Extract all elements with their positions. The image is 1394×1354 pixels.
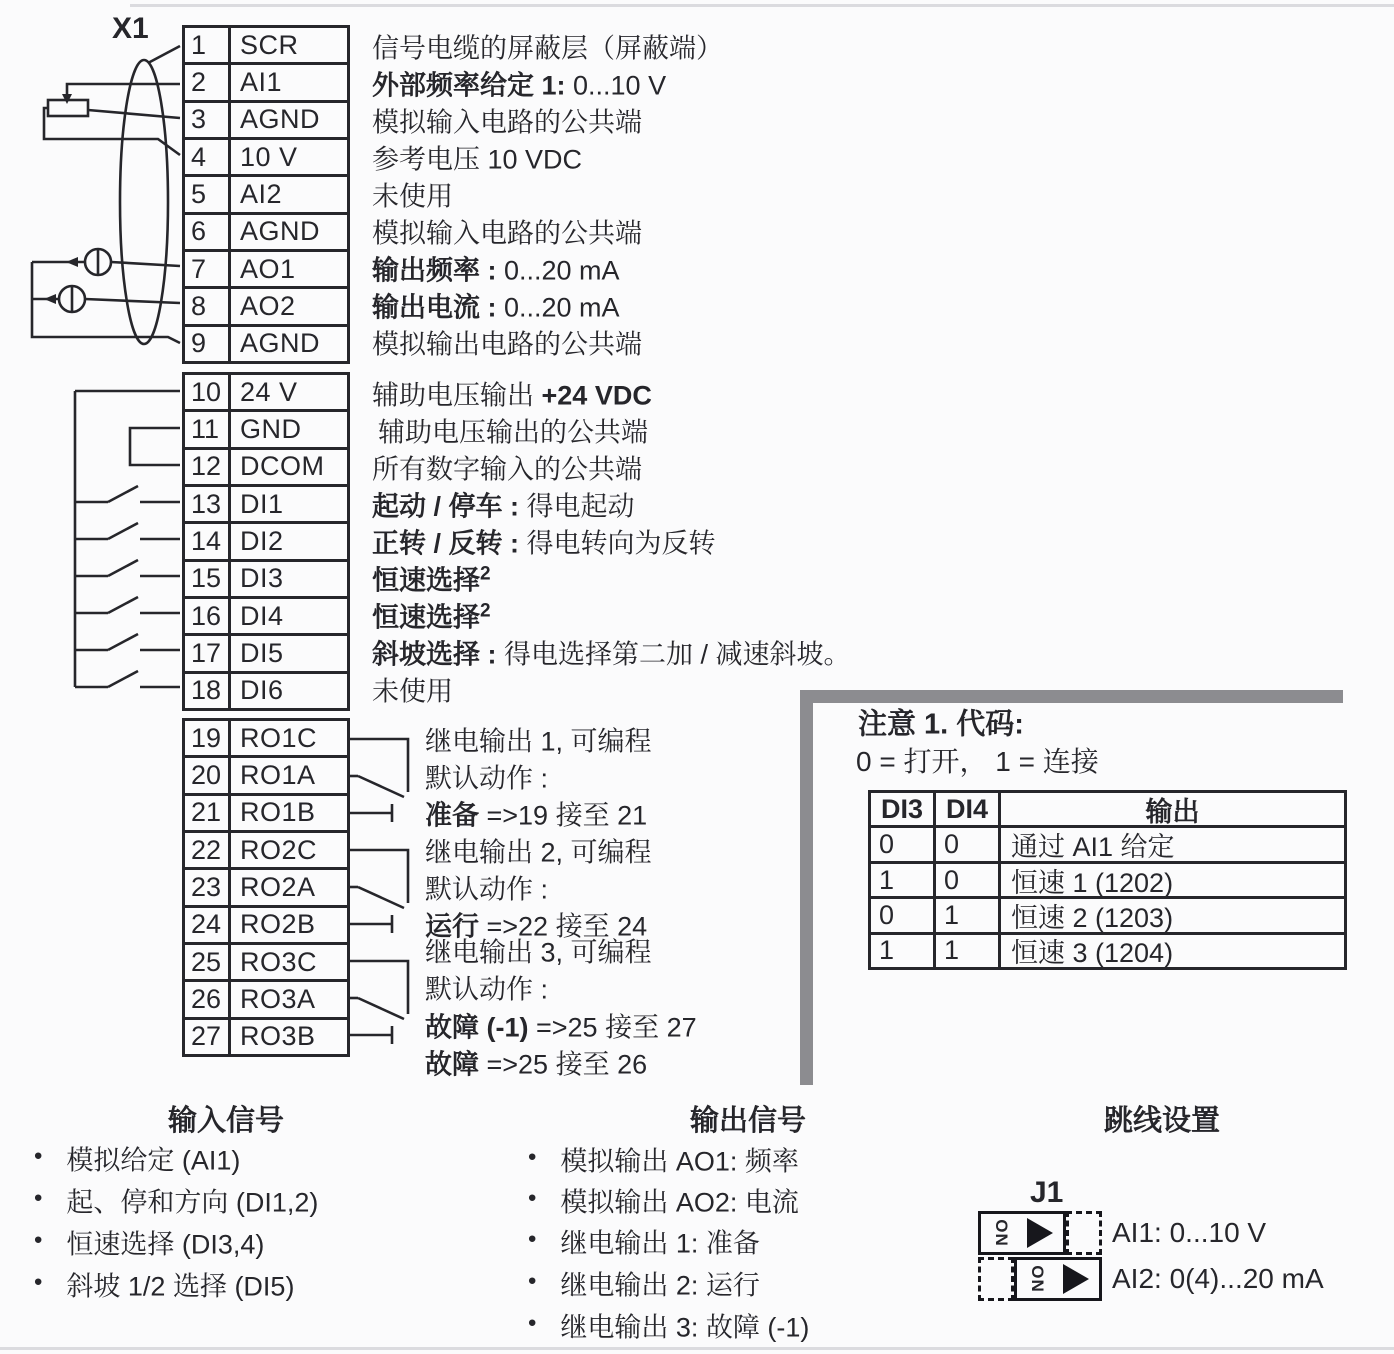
bullet-icon: • [528, 1143, 537, 1170]
terminal-name: AGND [240, 328, 321, 359]
terminal-name: DI1 [240, 488, 284, 519]
terminal-row [185, 28, 347, 62]
relay-desc: 准备 =>19 接至 21 [425, 800, 648, 831]
terminal-name: AI2 [240, 178, 283, 209]
terminal-name: DI5 [240, 637, 284, 668]
jumper-ai1-empty-block [1066, 1211, 1102, 1255]
terminal-number: 11 [185, 412, 231, 446]
terminal-name: RO3B [240, 1021, 316, 1052]
terminal-name: 10 V [240, 141, 298, 172]
terminal-number: 12 [185, 450, 231, 484]
terminal-desc: 模拟输入电路的公共端 [372, 107, 642, 138]
terminal-desc: 恒速选择$^2$ [372, 563, 491, 596]
terminal-number: 26 [185, 982, 231, 1016]
terminal-row [185, 375, 347, 409]
table-row: 0 1 恒速 2 (1203) [871, 896, 1344, 931]
jumper-ai2-on-block [1014, 1257, 1102, 1301]
jumper-arrow-icon [1027, 1218, 1053, 1248]
terminal-row [185, 721, 347, 755]
list-item: • 继电输出 2: 运行 [528, 1267, 760, 1301]
list-item: • 继电输出 1: 准备 [528, 1225, 760, 1259]
terminal-desc: 所有数字输入的公共端 [372, 454, 642, 485]
jumper-ai1-on-block [978, 1211, 1066, 1255]
terminal-desc: 参考电压 10 VDC [372, 144, 583, 175]
terminal-row [185, 755, 347, 792]
terminal-name: RO3C [240, 946, 318, 977]
terminal-desc: 模拟输入电路的公共端 [372, 218, 642, 249]
note-title: 注意 1. 代码: [858, 708, 1024, 741]
relay-desc: 继电输出 1, 可编程 [425, 726, 652, 757]
terminal-row [185, 1017, 347, 1054]
bullet-icon: • [528, 1309, 537, 1336]
terminal-number: 7 [185, 252, 231, 286]
terminal-name: RO1B [240, 797, 316, 828]
terminal-name: RO1C [240, 722, 318, 753]
table-row: 1 0 恒速 1 (1202) [871, 861, 1344, 896]
terminal-name: RO2C [240, 834, 318, 865]
bullet-icon: • [34, 1226, 43, 1253]
terminal-row [185, 62, 347, 99]
terminal-number: 9 [185, 327, 231, 361]
terminal-desc: 未使用 [372, 181, 453, 212]
terminal-number: 18 [185, 674, 231, 708]
relay-desc: 默认动作 : [425, 974, 549, 1005]
terminal-desc: 起动 / 停车 : 得电起动 [372, 491, 635, 522]
terminal-number: 27 [185, 1020, 231, 1054]
table-row: 0 0 通过 AI1 给定 [871, 825, 1344, 860]
terminal-number: 21 [185, 796, 231, 830]
terminal-name: AI1 [240, 66, 283, 97]
terminal-number: 15 [185, 562, 231, 596]
terminal-name: AGND [240, 104, 321, 135]
bullet-icon: • [528, 1184, 537, 1211]
terminal-row [185, 137, 347, 174]
terminal-desc: 辅助电压输出的公共端 [378, 417, 648, 448]
col-header-di4: DI4 [936, 793, 1001, 825]
terminal-table-analog [182, 25, 350, 364]
terminal-name: RO2A [240, 871, 316, 902]
relay-desc: 运行 =>22 接至 24 [425, 911, 648, 942]
col-header-output: 输出 [1145, 796, 1200, 827]
terminal-number: 23 [185, 870, 231, 904]
list-item: • 斜坡 1/2 选择 (DI5) [34, 1268, 295, 1302]
terminal-desc: 恒速选择$^2$ [372, 600, 491, 633]
terminal-name: 24 V [240, 376, 298, 407]
bullet-icon: • [528, 1267, 537, 1294]
note-subtitle: 0 = 打开， 1 = 连接 [856, 746, 1099, 777]
relay-desc: 故障 =>25 接至 26 [425, 1049, 648, 1080]
relay-desc: 故障 (-1) =>25 接至 27 [425, 1012, 697, 1043]
terminal-desc: 外部频率给定 1: 0...10 V [372, 70, 667, 101]
jumper-ai1-label: AI1: 0...10 V [1112, 1217, 1267, 1248]
terminal-name: RO1A [240, 759, 316, 790]
terminal-number: 13 [185, 487, 231, 521]
relay-desc: 继电输出 2, 可编程 [425, 837, 652, 868]
terminal-row [185, 559, 347, 596]
terminal-row [185, 671, 347, 708]
list-item: • 模拟给定 (AI1) [34, 1142, 241, 1176]
terminal-number: 1 [185, 28, 231, 62]
terminal-row [185, 979, 347, 1016]
di-code-table-header [871, 793, 1344, 825]
terminal-number: 10 [185, 375, 231, 409]
terminal-row [185, 100, 347, 137]
terminal-row [185, 212, 347, 249]
terminal-number: 20 [185, 758, 231, 792]
terminal-name: GND [240, 413, 302, 444]
input-signals-heading: 输入信号 [168, 1105, 285, 1137]
terminal-name: DCOM [240, 451, 325, 482]
terminal-row [185, 596, 347, 633]
terminal-number: 24 [185, 908, 231, 942]
terminal-row [185, 249, 347, 286]
terminal-name: DI4 [240, 600, 284, 631]
terminal-desc: 输出电流 : 0...20 mA [372, 292, 620, 323]
terminal-name: DI3 [240, 563, 284, 594]
terminal-name: AO2 [240, 290, 296, 321]
terminal-row [185, 942, 347, 979]
terminal-desc: 信号电缆的屏蔽层（屏蔽端） [372, 33, 723, 64]
jumper-arrow-icon [1063, 1264, 1089, 1294]
list-item: • 模拟输出 AO2: 电流 [528, 1184, 799, 1218]
terminal-number: 22 [185, 833, 231, 867]
terminal-table-relay [182, 718, 350, 1057]
terminal-row [185, 174, 347, 211]
terminal-desc: 辅助电压输出 +24 VDC [372, 380, 652, 411]
terminal-row [185, 447, 347, 484]
terminal-row [185, 324, 347, 361]
col-header-di3: DI3 [871, 793, 936, 825]
terminal-number: 25 [185, 945, 231, 979]
bullet-icon: • [34, 1142, 43, 1169]
terminal-number: 19 [185, 721, 231, 755]
terminal-number: 2 [185, 65, 231, 99]
jumper-on-text: ON [991, 1219, 1011, 1247]
jumper-on-text: ON [1027, 1265, 1047, 1293]
list-item: • 起、停和方向 (DI1,2) [34, 1184, 319, 1218]
terminal-desc: 斜坡选择 : 得电选择第二加 / 减速斜坡。 [372, 639, 851, 670]
bullet-icon: • [528, 1225, 537, 1252]
terminal-number: 16 [185, 599, 231, 633]
list-item: • 恒速选择 (DI3,4) [34, 1226, 265, 1260]
terminal-name: DI2 [240, 525, 284, 556]
list-item: • 模拟输出 AO1: 频率 [528, 1143, 799, 1177]
terminal-number: 17 [185, 636, 231, 670]
table-row: 1 1 恒速 3 (1204) [871, 932, 1344, 967]
terminal-number: 5 [185, 177, 231, 211]
terminal-number: 6 [185, 215, 231, 249]
output-signals-heading: 输出信号 [690, 1105, 807, 1137]
bullet-icon: • [34, 1184, 43, 1211]
terminal-name: RO3A [240, 983, 316, 1014]
relay-desc: 默认动作 : [425, 763, 549, 794]
terminal-name: DI6 [240, 675, 284, 706]
terminal-row [185, 905, 347, 942]
terminal-name: SCR [240, 29, 299, 60]
terminal-desc: 输出频率 : 0...20 mA [372, 255, 620, 286]
terminal-name: AGND [240, 216, 321, 247]
jumper-settings-heading: 跳线设置 [1104, 1105, 1221, 1137]
jumper-ai2-label: AI2: 0(4)...20 mA [1112, 1263, 1324, 1294]
terminal-name: AO1 [240, 253, 296, 284]
terminal-number: 8 [185, 289, 231, 323]
terminal-name: RO2B [240, 909, 316, 940]
terminal-table-digital [182, 372, 350, 711]
relay-desc: 默认动作 : [425, 874, 549, 905]
terminal-row [185, 484, 347, 521]
terminal-row [185, 409, 347, 446]
terminal-row [185, 633, 347, 670]
jumper-block-label: J1 [1030, 1176, 1064, 1209]
di-code-table [868, 790, 1347, 970]
terminal-number: 4 [185, 140, 231, 174]
digital-input-wiring [75, 391, 180, 687]
analog-io-wiring [32, 46, 180, 344]
terminal-row [185, 286, 347, 323]
relay-contact-wiring [347, 739, 408, 1044]
bullet-icon: • [34, 1268, 43, 1295]
jumper-ai2-empty-block [978, 1257, 1014, 1301]
relay-desc: 继电输出 3, 可编程 [425, 937, 652, 968]
terminal-number: 14 [185, 524, 231, 558]
terminal-row [185, 867, 347, 904]
terminal-desc: 未使用 [372, 676, 453, 707]
terminal-row [185, 830, 347, 867]
terminal-number: 3 [185, 103, 231, 137]
terminal-row [185, 793, 347, 830]
terminal-desc: 正转 / 反转 : 得电转向为反转 [372, 528, 716, 559]
terminal-block-label: X1 [112, 12, 149, 45]
terminal-row [185, 521, 347, 558]
list-item: • 继电输出 3: 故障 (-1) [528, 1309, 810, 1343]
note-box-left-bar [800, 690, 813, 1085]
terminal-desc: 模拟输出电路的公共端 [372, 329, 642, 360]
